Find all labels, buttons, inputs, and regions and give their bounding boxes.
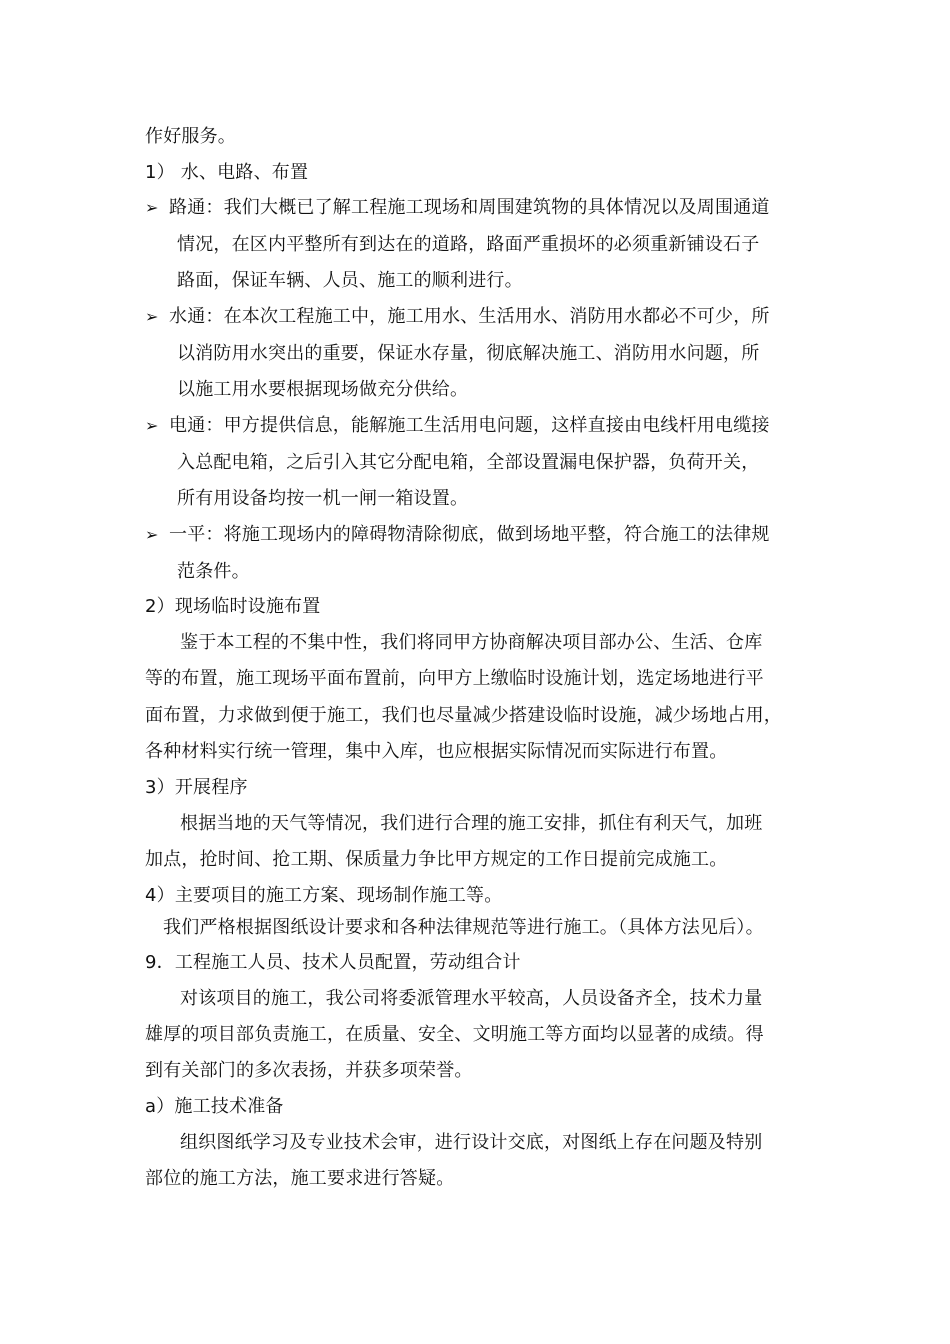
text-line: 以施工用水要根据现场做充分供给。 — [177, 379, 469, 400]
paragraph-line: 各种材料实行统一管理，集中入库，也应根据实际情况而实际进行布置。 — [145, 741, 728, 762]
paragraph-line: 对该项目的施工，我公司将委派管理水平较高，人员设备齐全，技术力量 — [180, 988, 763, 1009]
section-heading: 1） 水、电路、布置 — [145, 162, 309, 183]
paragraph-line: 组织图纸学习及专业技术会审，进行设计交底，对图纸上存在问题及特别 — [180, 1132, 763, 1153]
paragraph-line: 雄厚的项目部负责施工，在质量、安全、文明施工等方面均以显著的成绩。得 — [145, 1024, 764, 1045]
arrowhead-bullet-icon: ➢ — [145, 525, 159, 544]
paragraph-line: 加点，抢时间、抢工期、保质量力争比甲方规定的工作日提前完成施工。 — [145, 849, 728, 870]
list-item-text: 水通：在本次工程施工中，施工用水、生活用水、消防用水都必不可少，所 — [169, 306, 770, 327]
text-line: 以消防用水突出的重要，保证水存量，彻底解决施工、消防用水问题，所 — [177, 343, 760, 364]
list-item — [145, 522, 770, 548]
arrowhead-bullet-icon: ➢ — [145, 198, 159, 217]
paragraph-line: 根据当地的天气等情况，我们进行合理的施工安排，抓住有利天气，加班 — [180, 813, 763, 834]
list-item — [145, 195, 770, 221]
section-heading: 3）开展程序 — [145, 777, 248, 798]
list-item — [145, 413, 770, 439]
text-line: 所有用设备均按一机一闸一箱设置。 — [177, 488, 469, 509]
arrowhead-bullet-icon: ➢ — [145, 416, 159, 435]
text-line: 入总配电箱，之后引入其它分配电箱，全部设置漏电保护器，负荷开关， — [177, 452, 760, 473]
list-item-text: 电通：甲方提供信息，能解施工生活用电问题，这样直接由电线杆用电缆接 — [169, 415, 770, 436]
paragraph-line: 我们严格根据图纸设计要求和各种法律规范等进行施工。（具体方法见后）。 — [163, 917, 764, 938]
paragraph-line: 面布置，力求做到便于施工，我们也尽量减少搭建设临时设施，减少场地占用， — [145, 705, 782, 726]
section-heading: a）施工技术准备 — [145, 1096, 284, 1117]
text-line: 路面，保证车辆、人员、施工的顺利进行。 — [177, 270, 523, 291]
list-item-text: 路通：我们大概已了解工程施工现场和周围建筑物的具体情况以及周围通道 — [169, 197, 770, 218]
list-item — [145, 304, 770, 330]
section-heading: 2）现场临时设施布置 — [145, 596, 321, 617]
section-heading: 4）主要项目的施工方案、现场制作施工等。 — [145, 885, 503, 906]
list-item-text: 一平：将施工现场内的障碍物清除彻底，做到场地平整，符合施工的法律规 — [169, 524, 770, 545]
text-line: 作好服务。 — [145, 126, 236, 147]
text-line: 情况，在区内平整所有到达在的道路，路面严重损坏的必须重新铺设石子 — [177, 234, 760, 255]
arrowhead-bullet-icon: ➢ — [145, 307, 159, 326]
paragraph-line: 到有关部门的多次表扬，并获多项荣誉。 — [145, 1060, 473, 1081]
paragraph-line: 部位的施工方法，施工要求进行答疑。 — [145, 1168, 455, 1189]
paragraph-line: 等的布置，施工现场平面布置前，向甲方上缴临时设施计划，选定场地进行平 — [145, 668, 764, 689]
paragraph-line: 鉴于本工程的不集中性，我们将同甲方协商解决项目部办公、生活、仓库 — [180, 632, 763, 653]
text-line: 范条件。 — [177, 561, 250, 582]
section-heading: 9．工程施工人员、技术人员配置，劳动组合计 — [145, 952, 521, 973]
